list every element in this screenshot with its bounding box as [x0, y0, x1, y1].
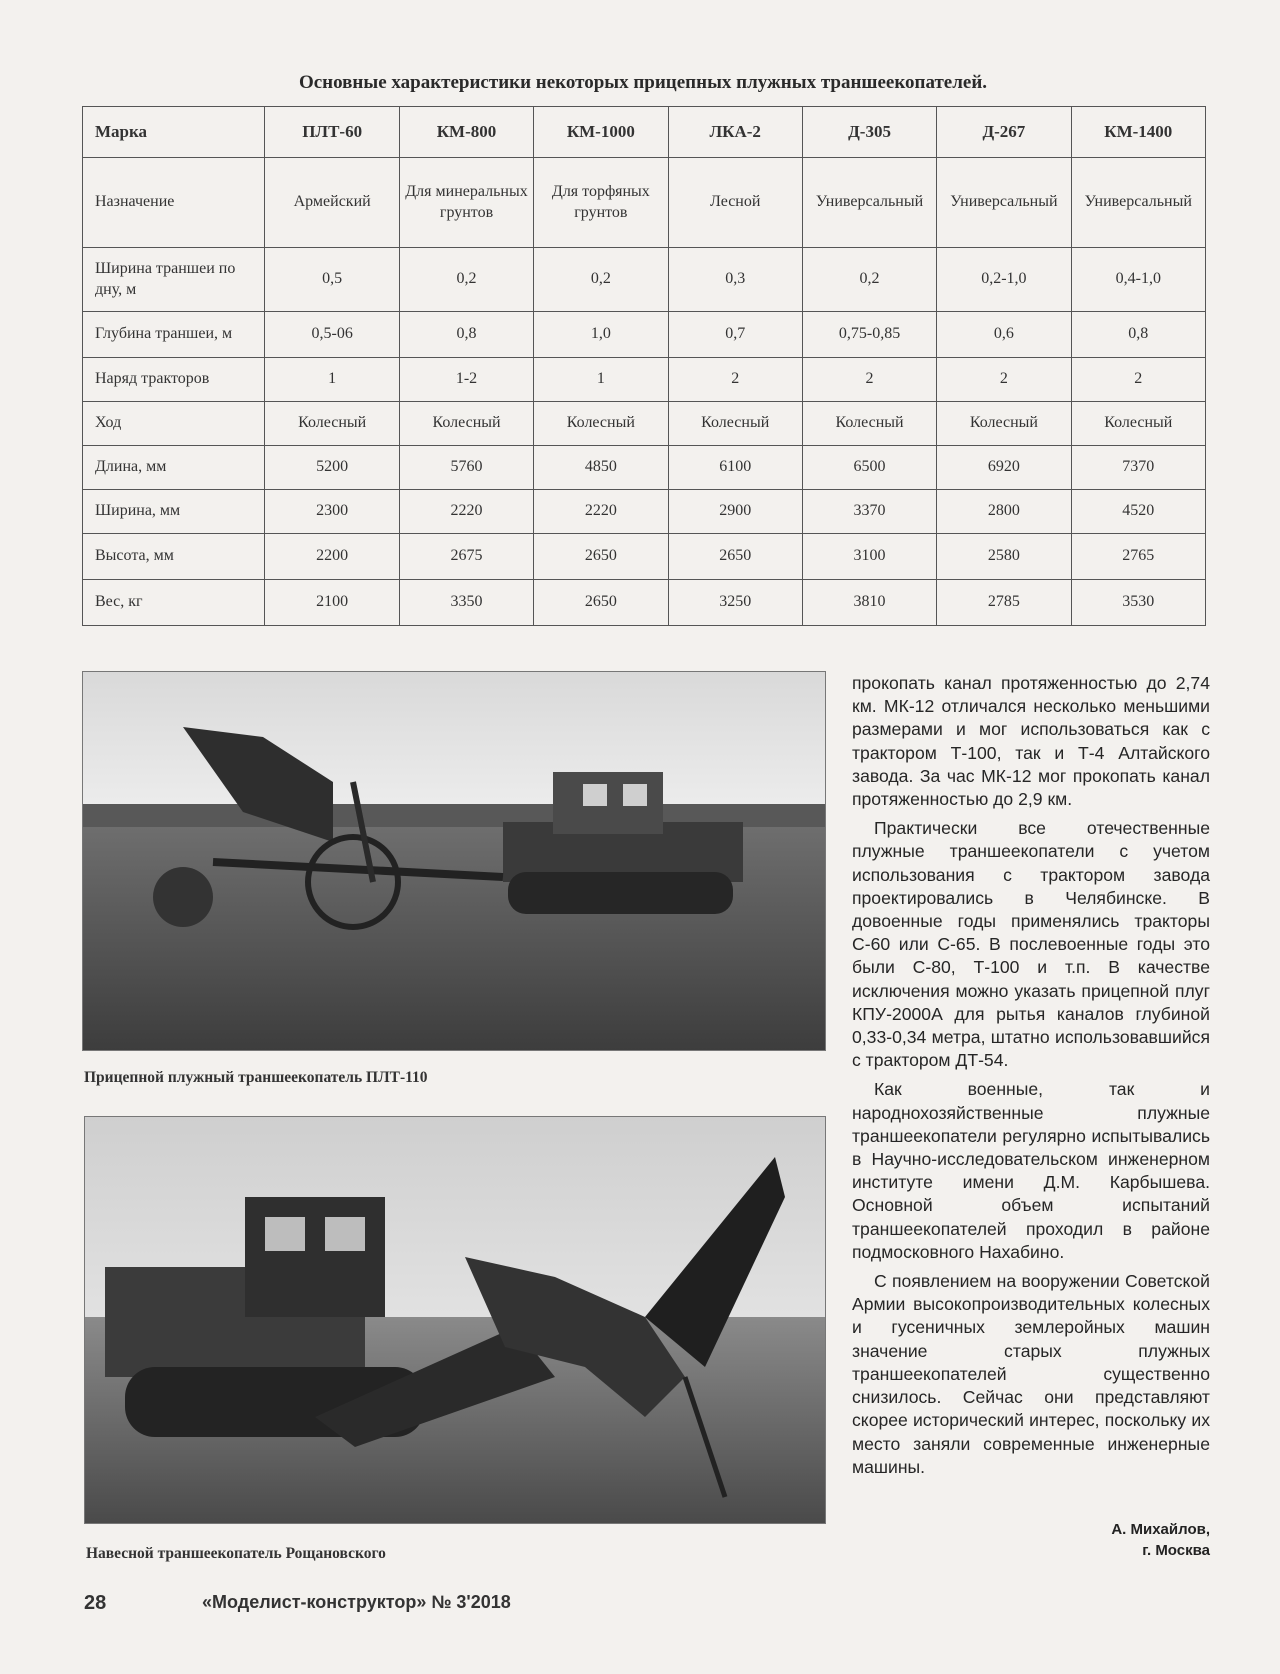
table-cell: 0,3: [668, 248, 802, 312]
table-cell: 2: [1071, 358, 1205, 402]
table-cell: 3810: [802, 580, 936, 626]
table-header-cell: КМ-1400: [1071, 107, 1205, 158]
table-cell: Армейский: [265, 158, 399, 248]
table-cell: 2650: [668, 534, 802, 580]
table-cell: Универсальный: [802, 158, 936, 248]
table-cell: 2580: [937, 534, 1071, 580]
table-cell: 0,5-06: [265, 312, 399, 358]
table-cell: 0,6: [937, 312, 1071, 358]
table-cell: 2800: [937, 490, 1071, 534]
table-cell: Колесный: [265, 402, 399, 446]
table-cell: 1,0: [534, 312, 668, 358]
table-cell: 4850: [534, 446, 668, 490]
table-cell: 3530: [1071, 580, 1205, 626]
table-row-label: Ширина, мм: [83, 490, 265, 534]
article-paragraph: Практически все отечественные плужные траншеекопатели с учетом использования с трактором завода проектировались в Челябинске. В довоенные годы применялись тракторы С-60 или С-65. В послевоенные годы это были С-80, Т-100 и т.п. В качестве исключения можно указать прицепной плуг КПУ-2000А для рытья каналов глубиной 0,33-0,34 метра, штатно использовавшийся с трактором ДТ-54.: [852, 818, 1210, 1071]
table-row: [83, 446, 1206, 490]
table-cell: 0,7: [668, 312, 802, 358]
table-cell: 3100: [802, 534, 936, 580]
table-cell: 6100: [668, 446, 802, 490]
table-cell: 0,8: [399, 312, 533, 358]
table-cell: Лесной: [668, 158, 802, 248]
table-cell: 2: [937, 358, 1071, 402]
table-cell: 0,4-1,0: [1071, 248, 1205, 312]
table-cell: 2220: [399, 490, 533, 534]
table-cell: Колесный: [802, 402, 936, 446]
table-header-label: Марка: [83, 107, 265, 158]
magazine-name: «Моделист-конструктор» № 3'2018: [202, 1592, 511, 1612]
table-header-cell: Д-267: [937, 107, 1071, 158]
table-cell: Колесный: [534, 402, 668, 446]
table-cell: 0,8: [1071, 312, 1205, 358]
table-cell: 0,5: [265, 248, 399, 312]
table-row: [83, 158, 1206, 248]
table-cell: 2900: [668, 490, 802, 534]
table-cell: Универсальный: [937, 158, 1071, 248]
table-cell: 0,2: [534, 248, 668, 312]
table-cell: 1: [265, 358, 399, 402]
table-cell: 2765: [1071, 534, 1205, 580]
table-cell: Колесный: [1071, 402, 1205, 446]
table-cell: 2: [802, 358, 936, 402]
table-row-label: Ширина траншеи по дну, м: [83, 248, 265, 312]
table-row-label: Длина, мм: [83, 446, 265, 490]
table-cell: 5200: [265, 446, 399, 490]
photo-mounted-trencher: [84, 1116, 826, 1524]
author-city: г. Москва: [1142, 1542, 1210, 1559]
article-paragraph: прокопать канал протяженностью до 2,74 км. МК-12 отличался несколько меньшими размерами и мог использоваться как с трактором Т-100, так и Т-4 Алтайского завода. За час МК-12 мог прокопать канал протяженностью до 2,9 км.: [852, 673, 1210, 810]
table-cell: 0,2: [399, 248, 533, 312]
table-cell: 0,75-0,85: [802, 312, 936, 358]
specs-table: [82, 106, 1206, 626]
table-cell: 6920: [937, 446, 1071, 490]
table-header-cell: ЛКА-2: [668, 107, 802, 158]
table-cell: 0,2: [802, 248, 936, 312]
table-header-row: [83, 107, 1206, 158]
table-row: [83, 248, 1206, 312]
author-signature: [1111, 1519, 1210, 1561]
table-cell: 3370: [802, 490, 936, 534]
author-name: А. Михайлов,: [1111, 1521, 1210, 1538]
table-cell: 6500: [802, 446, 936, 490]
table-header-cell: Д-305: [802, 107, 936, 158]
article-paragraph: С появлением на вооружении Советской Армии высокопроизводительных колесных и гусеничных землеройных машин значение старых плужных траншеекопателей существенно снизилось. Сейчас они представляют скорее исторический интерес, поскольку их место заняли современные инженерные машины.: [852, 1271, 1210, 1477]
table-title: Основные характеристики некоторых прицепных плужных траншеекопателей.: [298, 72, 988, 93]
table-cell: 1-2: [399, 358, 533, 402]
table-cell: 2300: [265, 490, 399, 534]
table-row-label: Высота, мм: [83, 534, 265, 580]
photo2-caption: Навесной траншеекопатель Рощановского: [86, 1545, 386, 1562]
article-paragraph: Как военные, так и народнохозяйственные плужные траншеекопатели регулярно испытывались в Научно-исследовательском инженерном институте имени Д.М. Карбышева. Основной объем испытаний траншеекопателей проходил в районе подмосковного Нахабино.: [852, 1079, 1210, 1262]
table-cell: 5760: [399, 446, 533, 490]
table-cell: Для минеральных грунтов: [399, 158, 533, 248]
table-cell: Колесный: [937, 402, 1071, 446]
table-cell: Универсальный: [1071, 158, 1205, 248]
table-cell: 2200: [265, 534, 399, 580]
table-row-label: Наряд тракторов: [83, 358, 265, 402]
table-row: [83, 312, 1206, 358]
table-cell: 3250: [668, 580, 802, 626]
table-cell: 2785: [937, 580, 1071, 626]
table-cell: 1: [534, 358, 668, 402]
table-row: [83, 402, 1206, 446]
table-header-cell: КМ-800: [399, 107, 533, 158]
page-number: 28: [84, 1592, 107, 1614]
table-row-label: Ход: [83, 402, 265, 446]
table-cell: 2220: [534, 490, 668, 534]
table-cell: Колесный: [399, 402, 533, 446]
table-row-label: Вес, кг: [83, 580, 265, 626]
table-row: [83, 580, 1206, 626]
table-cell: 2650: [534, 534, 668, 580]
article-text: [852, 672, 1210, 1485]
table-row-label: Глубина траншеи, м: [83, 312, 265, 358]
table-header-cell: КМ-1000: [534, 107, 668, 158]
table-row-label: Назначение: [83, 158, 265, 248]
table-cell: Для торфяных грунтов: [534, 158, 668, 248]
table-cell: Колесный: [668, 402, 802, 446]
table-cell: 0,2-1,0: [937, 248, 1071, 312]
table-cell: 2100: [265, 580, 399, 626]
photo1-caption: Прицепной плужный траншеекопатель ПЛТ-110: [84, 1069, 428, 1086]
table-row: [83, 358, 1206, 402]
table-cell: 2: [668, 358, 802, 402]
table-body: [83, 158, 1206, 626]
table-cell: 7370: [1071, 446, 1205, 490]
photo-trailed-trencher: [82, 671, 826, 1051]
table-cell: 3350: [399, 580, 533, 626]
table-cell: 2650: [534, 580, 668, 626]
table-header-cell: ПЛТ-60: [265, 107, 399, 158]
table-row: [83, 490, 1206, 534]
table-cell: 4520: [1071, 490, 1205, 534]
table-cell: 2675: [399, 534, 533, 580]
table-row: [83, 534, 1206, 580]
